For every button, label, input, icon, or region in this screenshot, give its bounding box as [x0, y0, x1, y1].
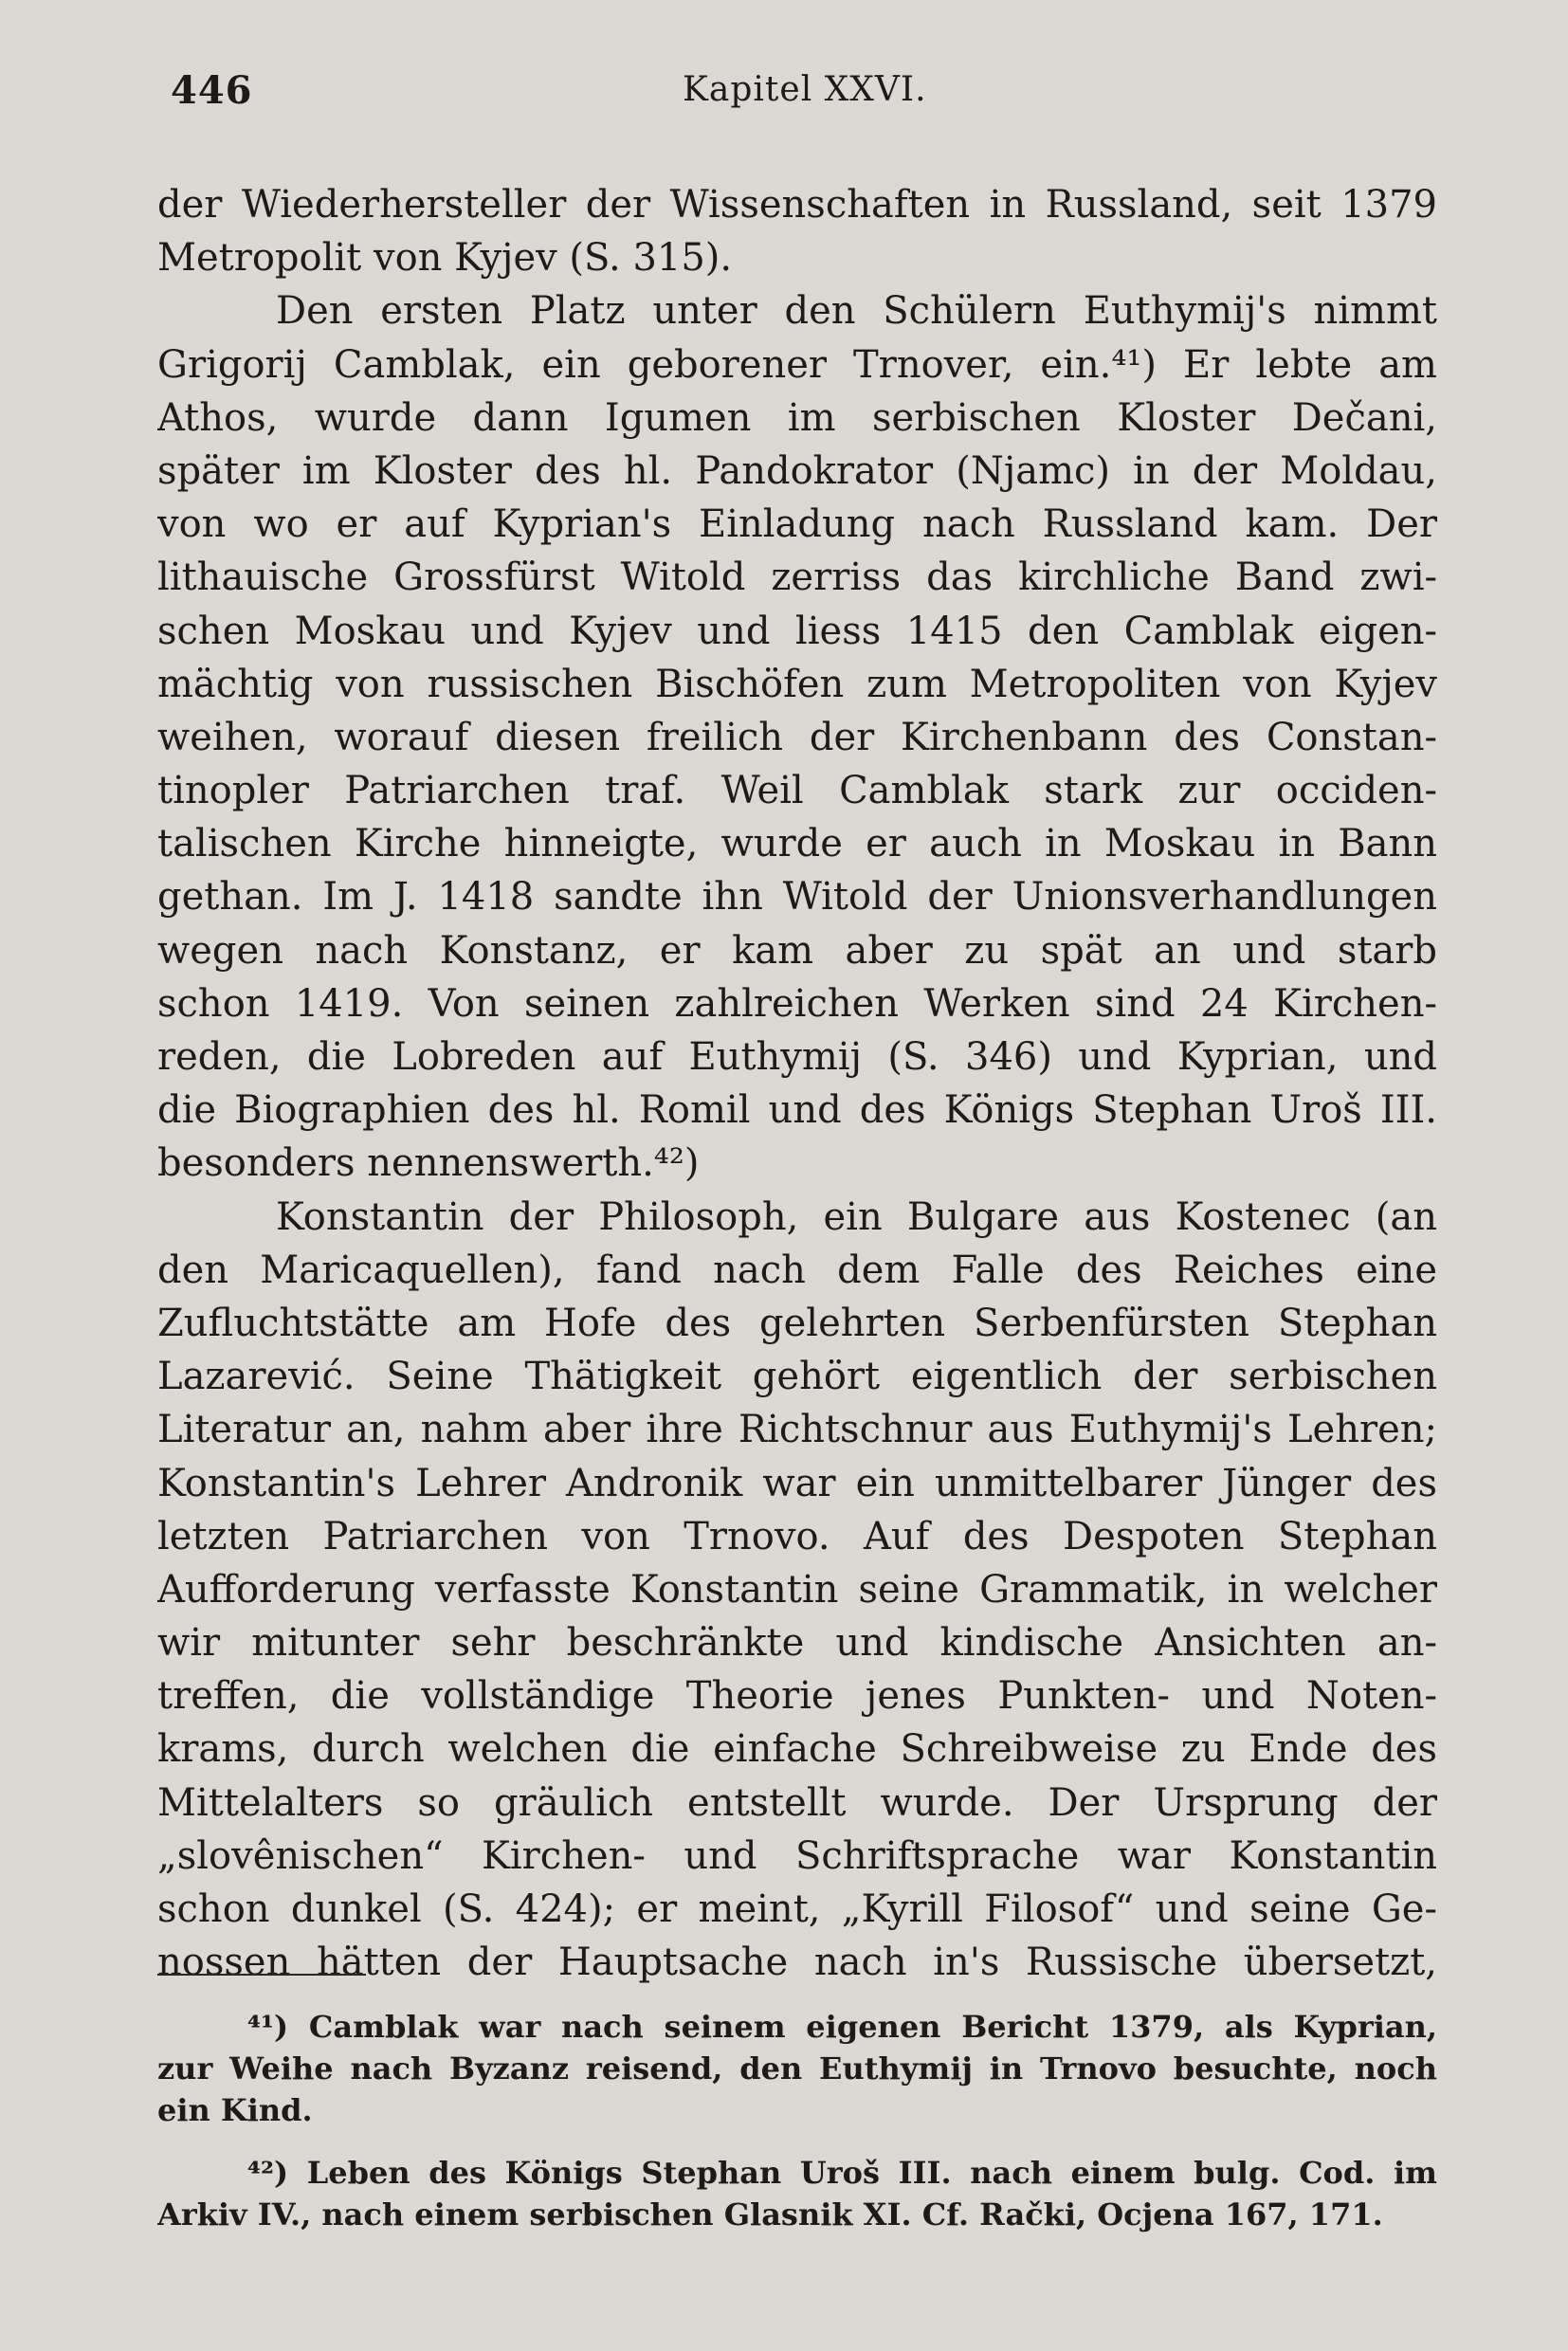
text-line: schon dunkel (S. 424); er meint, „Kyrill Filosof“ und seine Ge-: [157, 1887, 1437, 1931]
text-line: Aufforderung verfasste Konstantin seine Grammatik, in welcher: [157, 1567, 1437, 1612]
footnote-line: ⁴¹) Camblak war nach seinem eigenen Bericht 1379, als Kyprian,: [247, 2009, 1437, 2045]
text-line: besonders nennenswerth.⁴²): [157, 1141, 700, 1186]
text-line: lithauische Grossfürst Witold zerriss das kirchliche Band zwi-: [157, 556, 1437, 600]
text-line: Mittelalters so gräulich entstellt wurde. Der Ursprung der: [157, 1780, 1437, 1825]
footnote: [157, 2152, 1437, 2235]
text-line: Den ersten Platz unter den Schülern Euthymij's nimmt: [276, 289, 1437, 334]
footnotes: [157, 2006, 1437, 2235]
text-line: talischen Kirche hinneigte, wurde er auch in Moskau in Bann: [157, 822, 1437, 866]
body-text: [157, 178, 1437, 1989]
footnote-line: Arkiv IV., nach einem serbischen Glasnik XI. Cf. Rački, Ocjena 167, 171.: [157, 2196, 1383, 2233]
text-line: „slovênischen“ Kirchen- und Schriftsprache war Konstantin: [157, 1833, 1437, 1878]
text-line: von wo er auf Kyprian's Einladung nach Russland kam. Der: [157, 502, 1437, 547]
footnote-line: ⁴²) Leben des Königs Stephan Uroš III. nach einem bulg. Cod. im: [247, 2155, 1437, 2191]
text-line: wegen nach Konstanz, er kam aber zu spät an und starb: [157, 928, 1437, 973]
text-line: mächtig von russischen Bischöfen zum Metropoliten von Kyjev: [157, 662, 1437, 706]
text-line: Lazarević. Seine Thätigkeit gehört eigentlich der serbischen: [157, 1355, 1437, 1399]
text-line: Grigorij Camblak, ein geborener Trnover, ein.⁴¹) Er lebte am: [157, 342, 1437, 387]
text-line: die Biographien des hl. Romil und des Königs Stephan Uroš III.: [157, 1088, 1437, 1133]
page-header: [171, 68, 1441, 125]
text-line: später im Kloster des hl. Pandokrator (Njamc) in der Moldau,: [157, 448, 1437, 493]
text-line: Athos, wurde dann Igumen im serbischen Kloster Dečani,: [157, 395, 1437, 440]
text-line: nossen hätten der Hauptsache nach in's Russische übersetzt,: [157, 1941, 1437, 1985]
text-line: Metropolit von Kyjev (S. 315).: [157, 236, 733, 281]
text-line: wir mitunter sehr beschränkte und kindische Ansichten an-: [157, 1621, 1437, 1666]
text-line: schen Moskau und Kyjev und liess 1415 den Camblak eigen-: [157, 609, 1437, 653]
text-line: treffen, die vollständige Theorie jenes Punkten- und Noten-: [157, 1674, 1437, 1719]
text-line: Konstantin's Lehrer Andronik war ein unmittelbarer Jünger des: [157, 1461, 1437, 1505]
footnote-divider: [157, 1974, 366, 1976]
footnote-gap: [157, 2131, 1437, 2152]
text-line: der Wiederhersteller der Wissenschaften in Russland, seit 1379: [157, 183, 1437, 227]
footnote-line: zur Weihe nach Byzanz reisend, den Euthymij in Trnovo besuchte, noch: [157, 2050, 1437, 2087]
text-line: Konstantin der Philosoph, ein Bulgare aus Kostenec (an: [276, 1194, 1437, 1239]
text-line: reden, die Lobreden auf Euthymij (S. 346) und Kyprian, und: [157, 1035, 1437, 1079]
text-line: letzten Patriarchen von Trnovo. Auf des Despoten Stephan: [157, 1514, 1437, 1558]
text-line: Literatur an, nahm aber ihre Richtschnur aus Euthymij's Lehren;: [157, 1408, 1437, 1452]
text-line: schon 1419. Von seinen zahlreichen Werken sind 24 Kirchen-: [157, 981, 1437, 1026]
text-line: tinopler Patriarchen traf. Weil Camblak stark zur occiden-: [157, 769, 1437, 813]
footnote: [157, 2006, 1437, 2131]
running-head: Kapitel XXVI.: [683, 70, 927, 109]
text-line: krams, durch welchen die einfache Schreibweise zu Ende des: [157, 1727, 1437, 1772]
text-line: den Maricaquellen), fand nach dem Falle des Reiches eine: [157, 1248, 1437, 1292]
footnote-line: ein Kind.: [157, 2092, 313, 2128]
text-line: Zufluchtstätte am Hofe des gelehrten Serbenfürsten Stephan: [157, 1301, 1437, 1345]
text-line: gethan. Im J. 1418 sandte ihn Witold der Unionsverhandlungen: [157, 875, 1437, 920]
text-line: weihen, worauf diesen freilich der Kirchenbann des Constan-: [157, 715, 1437, 759]
page-number: 446: [171, 68, 253, 113]
